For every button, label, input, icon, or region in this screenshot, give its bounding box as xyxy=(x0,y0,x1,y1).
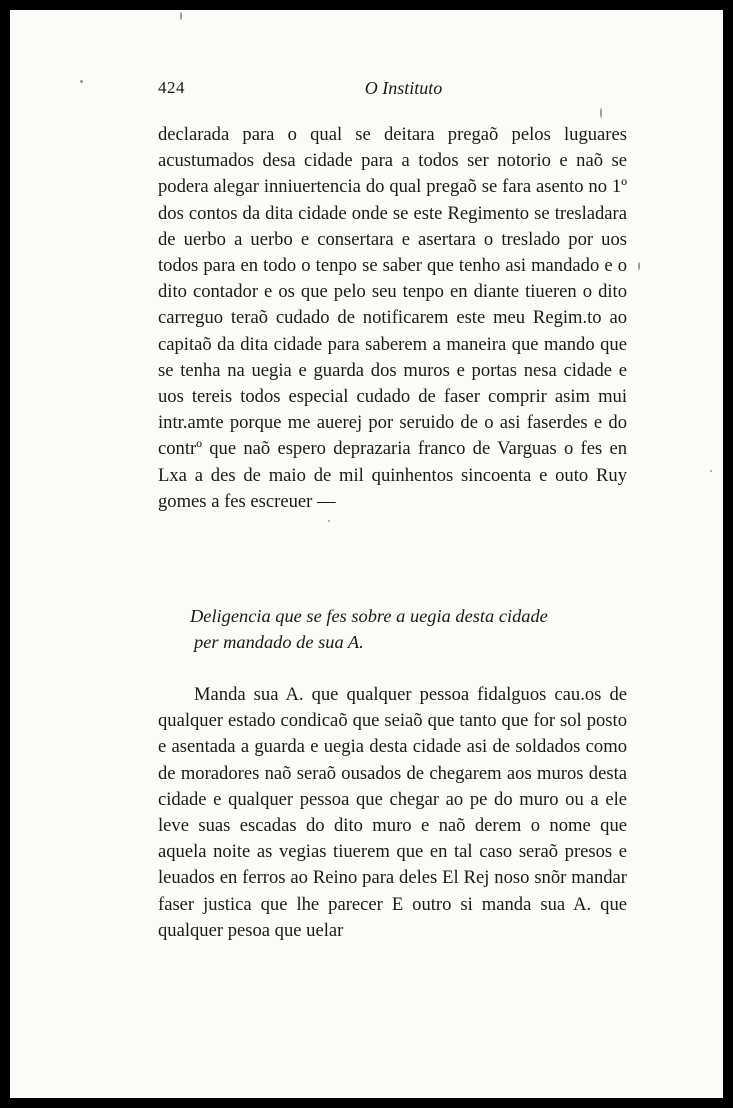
running-title: O Instituto xyxy=(364,78,443,98)
section-heading xyxy=(190,603,630,655)
section-heading-line-1: Deligencia que se fes sobre a uegia desta cidade xyxy=(190,606,548,626)
paragraph-1 xyxy=(158,122,627,515)
page-number: 424 xyxy=(158,78,185,97)
paragraph-2-text: Manda sua A. que qualquer pessoa fidalguos cau.os de qualquer estado condicaõ que seiaõ que tanto que for sol posto e asentada a guarda e uegia desta cidade asi de soldados como de moradores naõ seraõ ousados de chegarem aos muros desta cidade e qualquer pessoa que chegar ao pe do muro ou a ele leve suas escadas do dito muro e naõ derem o nome que aquela noite as vegias tiuerem que en tal caso seraõ presos e leuados en ferros ao Reino para deles El Rej noso snõr mandar faser justica que lhe parecer E outro si manda sua A. que qualquer pesoa que uelar xyxy=(158,684,627,941)
paragraph-2 xyxy=(158,682,627,944)
paper-speck xyxy=(638,262,640,270)
paper-speck xyxy=(600,108,602,118)
paper-speck xyxy=(710,470,712,472)
paper-speck xyxy=(80,80,83,83)
section-heading-line-2: per mandado de sua A. xyxy=(194,632,364,652)
page-header xyxy=(158,78,625,102)
paper-speck xyxy=(328,520,330,522)
paragraph-1-text: declarada para o qual se deitara pregaõ pelos luguares acustumados desa cidade para a todos ser notorio e naõ se podera alegar inniuertencia do qual pregaõ se fara asento no 1º dos contos da dita cidade onde se este Regimento se tresladara de uerbo a uerbo e consertara e asertara o treslado por uos todos para en todo o tenpo se saber que tenho asi mandado e o dito contador e os que pelo seu tenpo en diante tiueren o dito carreguo teraõ cudado de notificarem este meu Regim.to ao capitaõ da dita cidade para saberem a maneira que mando que se tenha na uegia e guarda dos muros e portas nesa cidade e uos tereis todos especial cudado de faser comprir asim mui intr.amte porque me auerej por seruido de o asi faserdes e do contrº que naõ espero deprazaria franco de Varguas o fes en Lxa a des de maio de mil quinhentos sincoenta e outo Ruy gomes a fes escreuer — xyxy=(158,124,627,512)
book-page xyxy=(10,10,723,1098)
paper-speck xyxy=(180,12,182,20)
